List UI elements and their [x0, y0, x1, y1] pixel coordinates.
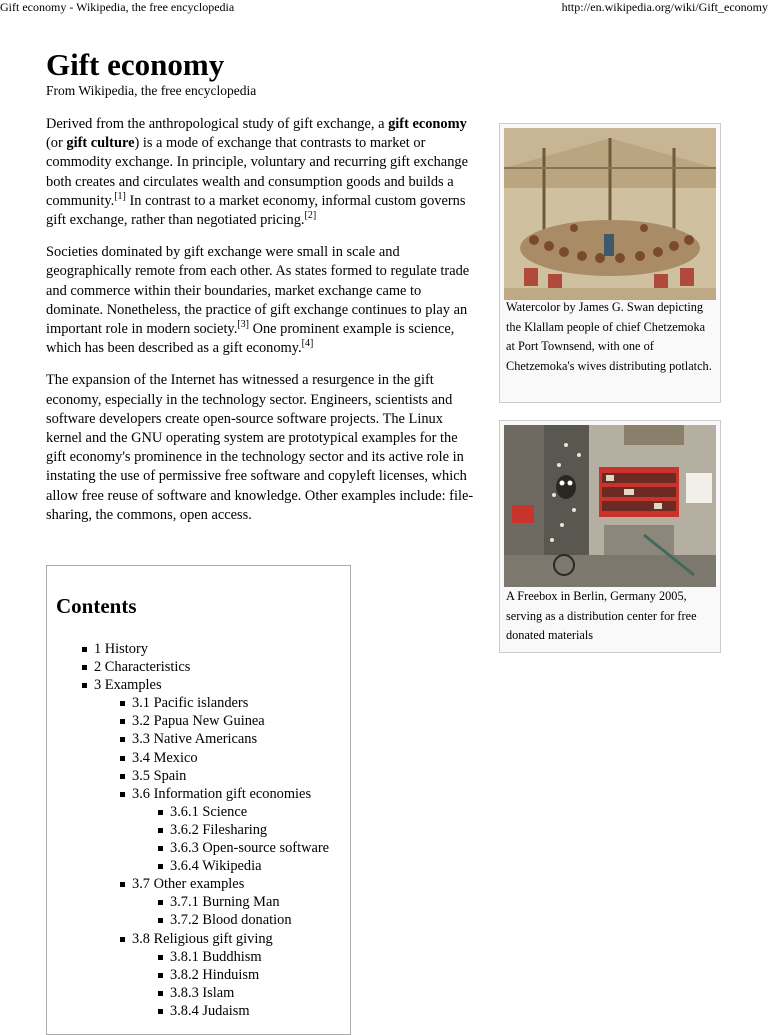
toc-item[interactable] [47, 730, 352, 748]
paragraph-internet: The expansion of the Internet has witnessed a resurgence in the gift economy, especially in the technology sector. Engineers, scientists and software developers create open-source software projects. The Linux kernel and the GNU operating system are prototypical examples for the gift economy's prominence in the technology sector and its active role in instating the use of permissive free software and copyleft licenses, which allow free reuse of software and knowledge. Other examples include: file-sharing, the commons, open access. [46, 372, 474, 523]
bullet-icon [82, 683, 87, 688]
bullet-icon [158, 991, 163, 996]
toc-item-label[interactable]: 3.8.4 Judaism [170, 1002, 250, 1019]
toc-item[interactable] [47, 694, 352, 712]
toc-item-label[interactable]: 3.6 Information gift economies [132, 785, 312, 802]
toc-item-label[interactable]: 3.7.1 Burning Man [170, 894, 280, 911]
bullet-icon [120, 737, 125, 742]
toc-item-label[interactable]: 3.6.3 Open-source software [170, 840, 330, 857]
watercolor-image[interactable] [504, 128, 716, 300]
toc-item-label[interactable]: 3.7.2 Blood donation [170, 912, 292, 929]
term-gift-economy: gift economy [388, 116, 467, 132]
toc-item[interactable] [47, 821, 352, 839]
bullet-icon [82, 647, 87, 652]
toc-item[interactable] [47, 875, 352, 893]
toc-item[interactable] [47, 785, 352, 803]
bullet-icon [158, 900, 163, 905]
url-header[interactable]: http://en.wikipedia.org/wiki/Gift_economy [561, 0, 768, 14]
toc-item[interactable] [47, 1002, 352, 1020]
toc-item-label[interactable]: 3.5 Spain [132, 767, 187, 784]
toc-item[interactable] [47, 712, 352, 730]
toc-item[interactable] [47, 640, 352, 658]
toc-item[interactable] [47, 948, 352, 966]
reference-link[interactable]: [3] [237, 319, 249, 331]
reference-link[interactable]: [2] [304, 210, 317, 222]
bullet-icon [120, 701, 125, 706]
bullet-icon [158, 828, 163, 833]
reference-link[interactable]: [1] [114, 190, 126, 202]
toc-item[interactable] [47, 893, 352, 911]
toc-item-label[interactable]: 3.8.2 Hinduism [170, 966, 260, 983]
toc-item-label[interactable]: 2 Characteristics [94, 659, 191, 676]
toc-item[interactable] [47, 966, 352, 984]
toc-item-label[interactable]: 3.7 Other examples [132, 876, 245, 893]
table-of-contents [46, 565, 351, 1035]
toc-item-label[interactable]: 3.8 Religious gift giving [132, 930, 273, 947]
toc-item-label[interactable]: 3.6.2 Filesharing [170, 821, 268, 838]
bullet-icon [120, 882, 125, 887]
figure-freebox [499, 420, 721, 653]
article-body [46, 115, 478, 538]
toc-item[interactable] [47, 676, 352, 694]
toc-item[interactable] [47, 984, 352, 1002]
bullet-icon [158, 973, 163, 978]
toc-list [47, 640, 352, 1020]
reference-link[interactable]: [4] [301, 338, 314, 350]
article-title: Gift economy [46, 47, 225, 82]
article-subtitle: From Wikipedia, the free encyclopedia [46, 83, 257, 98]
toc-title: Contents [56, 594, 137, 618]
toc-item[interactable] [47, 749, 352, 767]
toc-item[interactable] [47, 857, 352, 875]
toc-item[interactable] [47, 658, 352, 676]
freebox-image[interactable] [504, 425, 716, 587]
bullet-icon [82, 665, 87, 670]
bullet-icon [120, 774, 125, 779]
bullet-icon [120, 937, 125, 942]
toc-item-label[interactable]: 3 Examples [94, 677, 162, 694]
bullet-icon [120, 792, 125, 797]
page-title-header: Gift economy - Wikipedia, the free encyclopedia [0, 0, 235, 14]
toc-item[interactable] [47, 803, 352, 821]
toc-item-label[interactable]: 3.8.3 Islam [170, 984, 235, 1001]
term-gift-culture: gift culture [66, 135, 135, 152]
figure-caption: A Freebox in Berlin, Germany 2005, serving as a distribution center for free donated materials [506, 589, 697, 642]
bullet-icon [120, 719, 125, 724]
bullet-icon [158, 846, 163, 851]
figure-caption: Watercolor by James G. Swan depicting the Klallam people of chief Chetzemoka at Port Townsend, with one of Chetzemoka's wives distributing potlatch. [506, 300, 712, 373]
bullet-icon [158, 1009, 163, 1014]
toc-item-label[interactable]: 3.6.1 Science [170, 803, 248, 820]
toc-item[interactable] [47, 911, 352, 929]
figure-watercolor [499, 123, 721, 403]
toc-item-label[interactable]: 3.3 Native Americans [132, 731, 258, 748]
toc-item-label[interactable]: 1 History [94, 641, 148, 657]
toc-item[interactable] [47, 767, 352, 785]
toc-item-label[interactable]: 3.6.4 Wikipedia [170, 858, 262, 875]
toc-item[interactable] [47, 839, 352, 857]
bullet-icon [158, 918, 163, 923]
toc-item-label[interactable]: 3.2 Papua New Guinea [132, 713, 265, 730]
toc-item-label[interactable]: 3.1 Pacific islanders [132, 695, 249, 712]
bullet-icon [158, 955, 163, 960]
toc-item-label[interactable]: 3.4 Mexico [132, 749, 198, 766]
paragraph-societies: Societies dominated by gift exchange were small in scale and geographically remote from each other. As states formed to regulate trade and commerce within their boundaries, market exchange came to dominate. Nonetheless, the practice of gift exchange continues to play an important role in modern society.[3] One prominent example is science, which has been described as a gift economy.[4] [46, 244, 470, 357]
toc-item[interactable] [47, 930, 352, 948]
bullet-icon [120, 756, 125, 761]
paragraph-intro: Derived from the anthropological study of gift exchange, a gift economy (or gift culture) is a mode of exchange that contrasts to market or commodity exchange. In principle, voluntary and recurring gift exchange both creates and circulates wealth and consumption goods and builds a community.[1] In contrast to a market economy, informal custom governs gift exchange, rather than negotiated pricing.[2] [46, 116, 468, 229]
bullet-icon [158, 864, 163, 869]
toc-item-label[interactable]: 3.8.1 Buddhism [170, 948, 262, 965]
bullet-icon [158, 810, 163, 815]
